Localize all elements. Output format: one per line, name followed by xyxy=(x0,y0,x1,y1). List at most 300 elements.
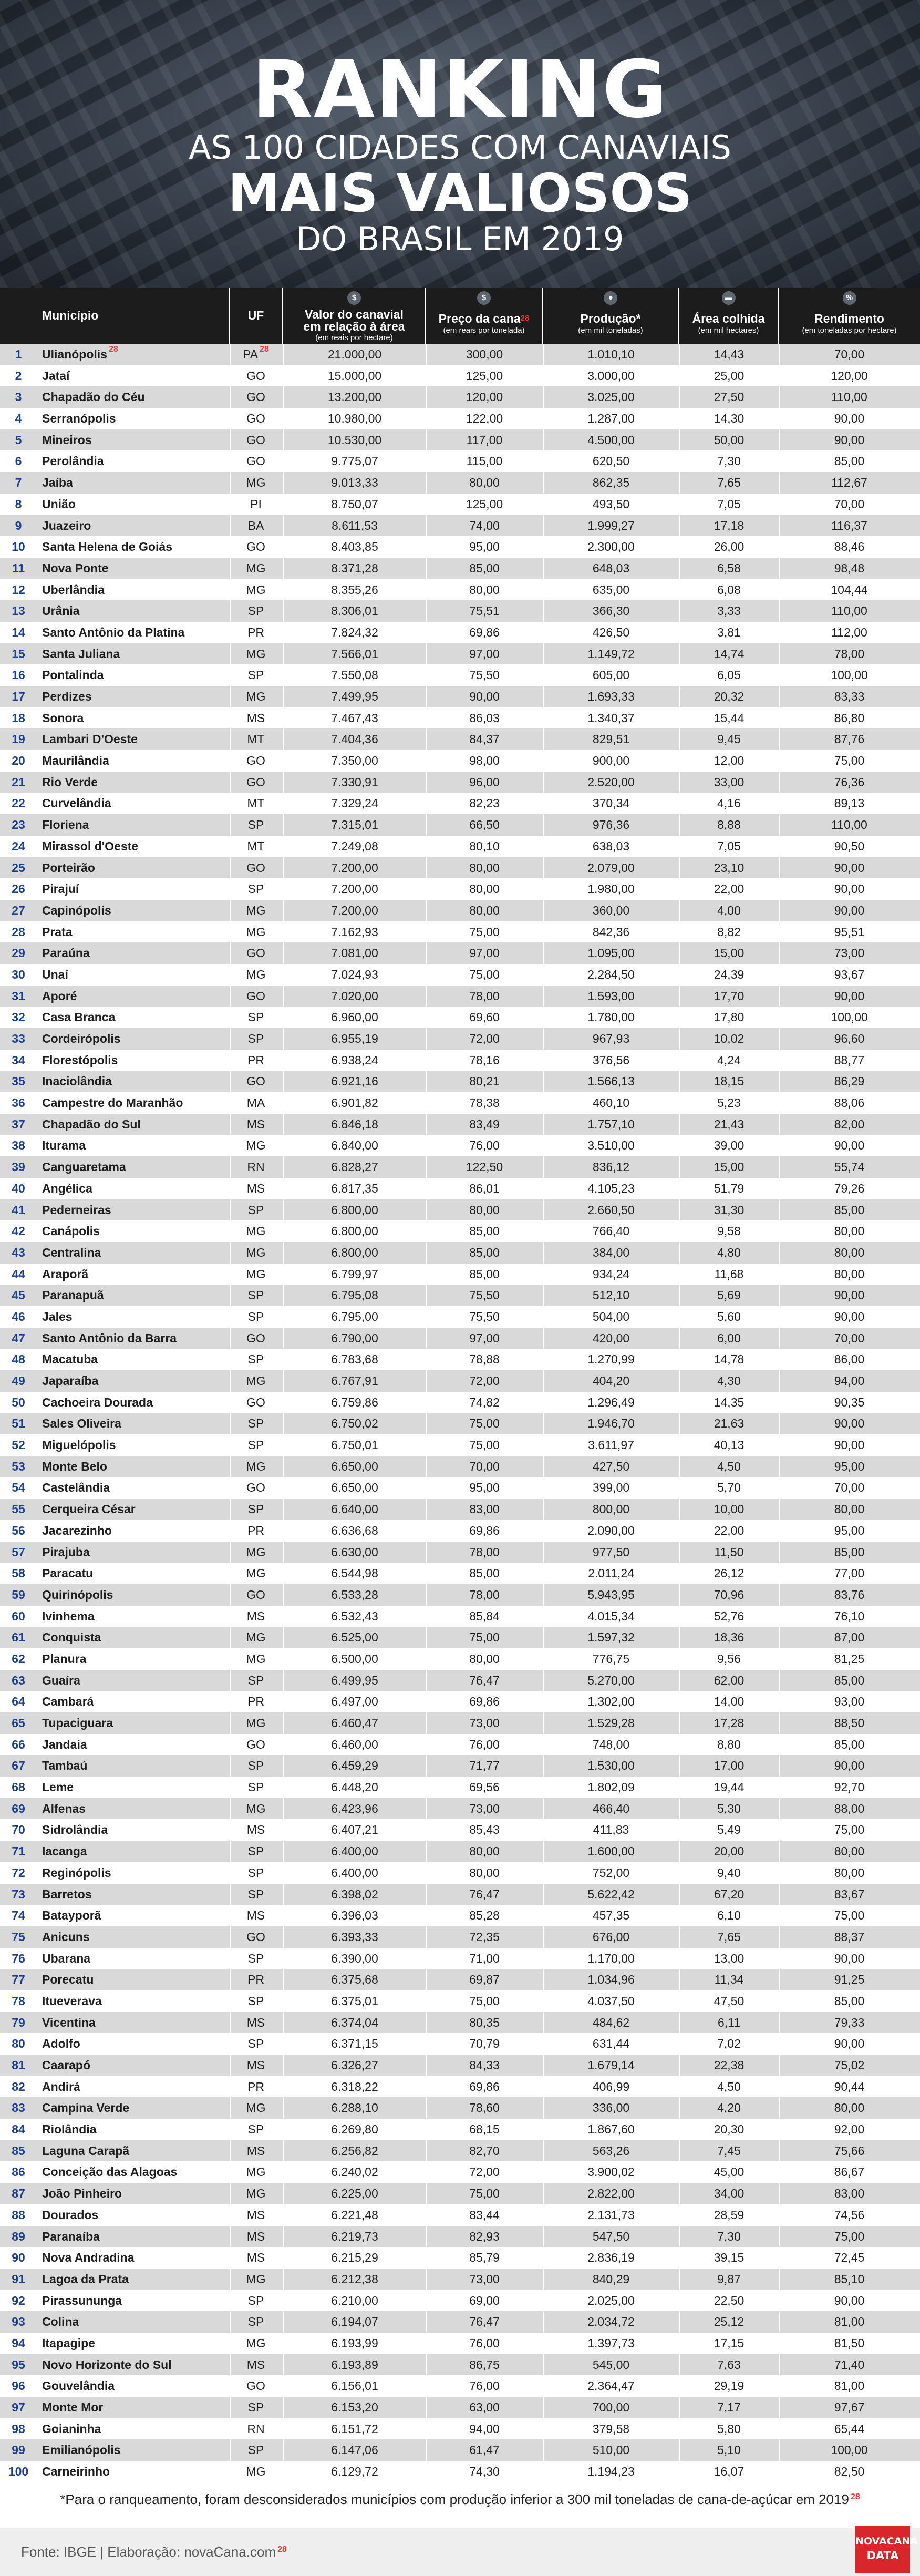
valor-cell-text: 7.404,36 xyxy=(331,732,378,746)
area-cell xyxy=(679,450,779,472)
rendimento-cell-text: 88,37 xyxy=(834,1930,865,1944)
column-divider xyxy=(679,344,680,2483)
valor-cell xyxy=(283,2311,426,2333)
rendimento-cell-text: 81,25 xyxy=(834,1651,865,1666)
uf-cell xyxy=(230,600,282,622)
preco-cell xyxy=(426,1841,543,1862)
preco-cell-text: 78,00 xyxy=(469,1545,500,1559)
producao-cell-text: 700,00 xyxy=(592,2400,630,2414)
uf-cell-text: MS xyxy=(246,2058,265,2072)
preco-cell-text: 72,00 xyxy=(469,1032,500,1045)
rank-cell xyxy=(0,814,37,836)
header-producao-unit: (em mil toneladas) xyxy=(578,326,643,335)
producao-cell-text: 2.284,50 xyxy=(587,967,635,981)
municipio-cell-text: Adolfo xyxy=(42,2037,80,2051)
valor-cell-text: 10.980,00 xyxy=(327,412,382,426)
municipio-cell xyxy=(42,772,226,793)
rendimento-cell-text: 80,00 xyxy=(834,1844,865,1859)
producao-cell xyxy=(543,1819,679,1841)
uf-cell xyxy=(230,2375,282,2397)
municipio-cell-text: Itueverava xyxy=(42,1994,102,2008)
valor-cell xyxy=(283,1028,426,1050)
preco-cell-text: 75,51 xyxy=(469,604,500,618)
uf-cell xyxy=(230,2055,282,2076)
uf-cell xyxy=(230,1499,282,1520)
area-cell xyxy=(679,1584,779,1606)
municipio-cell xyxy=(42,2354,226,2376)
preco-cell-text: 80,35 xyxy=(469,2015,500,2029)
producao-cell-text: 967,93 xyxy=(592,1032,630,1045)
uf-cell xyxy=(230,1264,282,1285)
preco-cell-text: 75,00 xyxy=(469,1630,500,1645)
municipio-cell xyxy=(42,2269,226,2290)
producao-cell-text: 1.566,13 xyxy=(587,1074,635,1089)
municipio-cell-text: Colina xyxy=(42,2315,79,2329)
table-row xyxy=(0,1264,920,1285)
table-row xyxy=(0,664,920,686)
producao-cell xyxy=(543,1499,679,1520)
municipio-cell-text: Iturama xyxy=(42,1138,86,1153)
rank-cell xyxy=(0,1520,37,1542)
preco-cell-text: 80,00 xyxy=(469,1865,500,1880)
rank-cell-text: 11 xyxy=(12,561,25,575)
area-cell xyxy=(679,900,779,921)
municipio-cell xyxy=(42,728,226,750)
municipio-cell-text: Reginópolis xyxy=(42,1865,111,1880)
uf-cell-text: MS xyxy=(246,1117,265,1131)
producao-cell xyxy=(543,2097,679,2119)
uf-cell-text: GO xyxy=(246,989,265,1003)
valor-cell-text: 6.371,15 xyxy=(331,2037,378,2051)
rank-cell xyxy=(0,1819,37,1841)
rendimento-cell xyxy=(779,1178,920,1199)
preco-cell xyxy=(426,1948,543,1969)
valor-cell-text: 6.640,00 xyxy=(331,1502,378,1516)
rank-cell xyxy=(0,1242,37,1264)
area-cell xyxy=(679,2439,779,2461)
municipio-cell xyxy=(42,1050,226,1071)
rendimento-cell xyxy=(779,1434,920,1456)
preco-cell-text: 76,47 xyxy=(469,2315,500,2329)
municipio-cell-text: Campina Verde xyxy=(42,2101,130,2115)
valor-cell-text: 6.800,00 xyxy=(331,1224,378,1238)
uf-cell xyxy=(230,579,282,601)
rank-cell xyxy=(0,986,37,1007)
preco-cell xyxy=(426,1178,543,1199)
valor-cell-text: 6.269,80 xyxy=(331,2122,378,2137)
producao-cell-text: 504,00 xyxy=(592,1309,630,1323)
municipio-cell-text: Chapadão do Sul xyxy=(42,1117,141,1131)
municipio-cell-text: Rio Verde xyxy=(42,775,98,789)
area-cell-text: 7,63 xyxy=(717,2357,741,2372)
preco-cell-text: 75,00 xyxy=(469,1417,500,1431)
producao-cell xyxy=(543,1028,679,1050)
uf-cell xyxy=(230,1884,282,1905)
rendimento-cell-text: 90,44 xyxy=(834,2079,865,2093)
rank-cell xyxy=(0,2397,37,2418)
producao-cell xyxy=(543,1755,679,1777)
municipio-cell xyxy=(42,2226,226,2247)
valor-cell xyxy=(283,793,426,814)
uf-cell-text: PR xyxy=(247,1523,264,1537)
rank-cell xyxy=(0,2076,37,2098)
producao-cell xyxy=(543,986,679,1007)
area-cell-text: 17,80 xyxy=(714,1010,745,1024)
rank-cell xyxy=(0,2439,37,2461)
rank-cell xyxy=(0,1434,37,1456)
preco-cell xyxy=(426,814,543,836)
area-cell-text: 7,05 xyxy=(717,497,741,511)
valor-cell xyxy=(283,1969,426,1990)
municipio-cell-text: Urânia xyxy=(42,604,80,618)
preco-cell-text: 74,30 xyxy=(469,2465,500,2479)
municipio-cell-text: Serranópolis xyxy=(42,412,116,426)
table-row xyxy=(0,622,920,643)
rendimento-cell xyxy=(779,1135,920,1156)
area-cell xyxy=(679,1242,779,1264)
municipio-cell xyxy=(42,1670,226,1691)
area-cell-text: 45,00 xyxy=(714,2165,745,2179)
rank-cell xyxy=(0,1884,37,1905)
area-cell xyxy=(679,494,779,515)
area-cell xyxy=(679,1862,779,1884)
municipio-cell-text: Prata xyxy=(42,925,73,939)
preco-cell xyxy=(426,429,543,451)
uf-cell xyxy=(230,900,282,921)
municipio-cell-text: Sidrolândia xyxy=(42,1823,108,1837)
area-cell-text: 16,07 xyxy=(714,2465,745,2479)
rank-cell-text: 30 xyxy=(12,967,25,981)
area-cell xyxy=(679,2461,779,2482)
rank-cell-text: 53 xyxy=(12,1459,25,1473)
rank-cell-text: 98 xyxy=(12,2421,25,2436)
preco-cell-text: 98,00 xyxy=(469,754,500,768)
uf-cell xyxy=(230,643,282,665)
valor-cell xyxy=(283,600,426,622)
area-cell xyxy=(679,814,779,836)
preco-cell xyxy=(426,2375,543,2397)
area-cell-text: 20,32 xyxy=(714,690,745,703)
rendimento-cell-text: 75,00 xyxy=(834,2229,865,2243)
producao-cell-text: 512,10 xyxy=(592,1288,630,1302)
producao-cell xyxy=(543,1777,679,1798)
uf-cell xyxy=(230,986,282,1007)
rank-cell-text: 34 xyxy=(12,1053,25,1067)
municipio-cell-text: Ulianópolis xyxy=(42,347,107,361)
preco-cell-text: 74,00 xyxy=(469,518,500,532)
producao-cell xyxy=(543,793,679,814)
valor-cell xyxy=(283,1456,426,1477)
uf-cell xyxy=(230,1050,282,1071)
valor-cell xyxy=(283,2161,426,2183)
producao-cell xyxy=(543,1542,679,1563)
rank-cell xyxy=(0,2012,37,2034)
preco-cell xyxy=(426,386,543,408)
municipio-cell-text: Cerqueira César xyxy=(42,1502,136,1516)
producao-cell-text: 635,00 xyxy=(592,582,630,597)
municipio-cell-text: Pederneiras xyxy=(42,1203,111,1217)
table-row xyxy=(0,2461,920,2482)
rendimento-cell-text: 89,13 xyxy=(834,796,865,810)
valor-cell xyxy=(283,2183,426,2204)
area-cell xyxy=(679,1969,779,1990)
producao-cell-text: 2.034,72 xyxy=(587,2315,635,2329)
valor-cell-text: 6.400,00 xyxy=(331,1865,378,1880)
producao-cell-text: 2.836,19 xyxy=(587,2251,635,2265)
producao-cell-text: 1.597,32 xyxy=(587,1630,635,1645)
area-cell-text: 22,00 xyxy=(714,882,745,896)
rendimento-cell-text: 120,00 xyxy=(831,368,868,383)
valor-cell-text: 6.210,00 xyxy=(331,2293,378,2307)
rank-cell xyxy=(0,1606,37,1627)
uf-cell xyxy=(230,921,282,943)
preco-cell-text: 73,00 xyxy=(469,2272,500,2286)
area-cell xyxy=(679,2311,779,2333)
municipio-cell-text: Araporã xyxy=(42,1267,89,1281)
rank-cell xyxy=(0,1349,37,1370)
preco-cell xyxy=(426,365,543,387)
area-cell-text: 22,00 xyxy=(714,1523,745,1537)
valor-cell-text: 6.240,02 xyxy=(331,2165,378,2179)
uf-cell xyxy=(230,2247,282,2269)
rendimento-cell xyxy=(779,1499,920,1520)
rendimento-cell-text: 90,00 xyxy=(834,2037,865,2051)
rendimento-cell xyxy=(779,2269,920,2290)
area-cell xyxy=(679,1306,779,1328)
municipio-cell xyxy=(42,2375,226,2397)
producao-cell-text: 427,50 xyxy=(592,1459,630,1473)
area-cell xyxy=(679,2247,779,2269)
valor-cell-text: 7.315,01 xyxy=(331,818,378,832)
rank-cell xyxy=(0,1092,37,1114)
area-cell xyxy=(679,1777,779,1798)
producao-cell xyxy=(543,2354,679,2376)
area-cell xyxy=(679,750,779,772)
municipio-cell xyxy=(42,1242,226,1264)
producao-cell-text: 1.302,00 xyxy=(587,1695,635,1709)
area-cell-text: 67,20 xyxy=(714,1887,745,1901)
preco-cell-text: 74,82 xyxy=(469,1395,500,1409)
area-cell-text: 4,80 xyxy=(717,1245,741,1259)
preco-cell xyxy=(426,1969,543,1990)
valor-cell-text: 6.799,97 xyxy=(331,1267,378,1281)
rendimento-cell-text: 55,74 xyxy=(834,1160,865,1174)
preco-cell-text: 76,00 xyxy=(469,1138,500,1153)
preco-cell xyxy=(426,2055,543,2076)
municipio-cell xyxy=(42,2033,226,2055)
rank-cell-text: 23 xyxy=(12,818,25,832)
municipio-cell-text: Paraúna xyxy=(42,946,90,960)
uf-cell xyxy=(230,707,282,729)
uf-cell-text: PR xyxy=(247,625,264,639)
rendimento-cell-text: 100,00 xyxy=(831,668,868,682)
preco-cell xyxy=(426,1648,543,1670)
valor-cell xyxy=(283,986,426,1007)
logo-line-2: DATA xyxy=(866,2549,899,2562)
producao-cell-text: 1.149,72 xyxy=(587,646,635,661)
preco-cell xyxy=(426,1627,543,1648)
area-cell-text: 31,30 xyxy=(714,1203,745,1217)
municipio-cell xyxy=(42,2439,226,2461)
uf-cell xyxy=(230,2269,282,2290)
uf-cell xyxy=(230,1777,282,1798)
valor-cell-text: 6.219,73 xyxy=(331,2229,378,2243)
area-cell-text: 34,00 xyxy=(714,2187,745,2201)
rank-cell-text: 31 xyxy=(12,989,25,1003)
area-cell-text: 14,43 xyxy=(714,347,745,361)
rank-cell xyxy=(0,728,37,750)
uf-cell-text: GO xyxy=(246,540,265,554)
table-row xyxy=(0,536,920,558)
area-cell-text: 15,00 xyxy=(714,946,745,960)
producao-cell xyxy=(543,1691,679,1712)
producao-cell xyxy=(543,1285,679,1306)
uf-cell xyxy=(230,750,282,772)
preco-cell-text: 80,00 xyxy=(469,860,500,875)
rank-cell-text: 86 xyxy=(12,2165,25,2179)
rank-cell xyxy=(0,1798,37,1820)
rank-cell xyxy=(0,429,37,451)
rendimento-cell-text: 100,00 xyxy=(831,2443,868,2457)
rendimento-cell-text: 90,00 xyxy=(834,1951,865,1965)
table-row xyxy=(0,1370,920,1392)
rendimento-cell xyxy=(779,1520,920,1542)
area-cell-text: 14,78 xyxy=(714,1352,745,1367)
preco-cell-text: 85,28 xyxy=(469,1908,500,1923)
producao-cell-text: 4.105,23 xyxy=(587,1181,635,1195)
valor-cell xyxy=(283,2333,426,2354)
producao-cell xyxy=(543,1071,679,1092)
area-cell xyxy=(679,1627,779,1648)
valor-cell-text: 6.318,22 xyxy=(331,2079,378,2093)
valor-cell xyxy=(283,1050,426,1071)
area-cell xyxy=(679,515,779,537)
valor-cell-text: 7.024,93 xyxy=(331,967,378,981)
uf-cell-text: SP xyxy=(247,818,264,832)
preco-cell xyxy=(426,1798,543,1820)
uf-cell xyxy=(230,1905,282,1926)
area-cell xyxy=(679,986,779,1007)
table-row xyxy=(0,900,920,921)
valor-cell xyxy=(283,1862,426,1884)
producao-cell xyxy=(543,429,679,451)
area-cell xyxy=(679,1007,779,1028)
rendimento-cell-text: 91,25 xyxy=(834,1973,865,1987)
area-cell xyxy=(679,579,779,601)
area-cell-text: 29,19 xyxy=(714,2379,745,2393)
area-cell xyxy=(679,707,779,729)
valor-cell-text: 8.611,53 xyxy=(332,518,378,532)
header-area xyxy=(679,288,779,344)
municipio-cell xyxy=(42,450,226,472)
rendimento-cell-text: 110,00 xyxy=(831,818,867,832)
rank-cell-text: 41 xyxy=(12,1203,25,1217)
preco-cell xyxy=(426,2418,543,2440)
rendimento-cell xyxy=(779,1777,920,1798)
producao-cell xyxy=(543,2204,679,2226)
rendimento-cell xyxy=(779,836,920,857)
rendimento-cell xyxy=(779,1584,920,1606)
area-cell-text: 27,50 xyxy=(714,390,745,404)
municipio-cell-text: Mineiros xyxy=(42,433,92,447)
uf-cell-text: MG xyxy=(246,2272,266,2286)
rank-cell xyxy=(0,1264,37,1285)
rendimento-cell-text: 70,00 xyxy=(834,347,865,361)
table-row xyxy=(0,1114,920,1135)
table-row xyxy=(0,1884,920,1905)
preco-cell-text: 63,00 xyxy=(469,2400,500,2414)
valor-cell-text: 6.828,27 xyxy=(331,1160,378,1174)
rendimento-cell xyxy=(779,2204,920,2226)
uf-cell-text: GO xyxy=(246,390,265,404)
area-cell-text: 26,12 xyxy=(714,1566,745,1581)
uf-cell xyxy=(230,472,282,494)
preco-cell xyxy=(426,1990,543,2012)
valor-cell xyxy=(283,1520,426,1542)
uf-cell-text: SP xyxy=(247,1780,264,1794)
valor-cell xyxy=(283,2204,426,2226)
producao-cell-text: 631,44 xyxy=(592,2037,630,2051)
valor-cell-text: 6.212,38 xyxy=(331,2272,378,2286)
producao-cell xyxy=(543,921,679,943)
rank-cell xyxy=(0,2311,37,2333)
municipio-cell xyxy=(42,1798,226,1820)
rank-cell xyxy=(0,1563,37,1584)
rendimento-cell-text: 78,00 xyxy=(834,646,865,661)
producao-cell xyxy=(543,1156,679,1178)
producao-cell-text: 547,50 xyxy=(592,2229,630,2243)
valor-cell-text: 6.375,01 xyxy=(331,1994,378,2008)
municipio-cell-text: Nova Ponte xyxy=(42,561,109,575)
rank-cell xyxy=(0,1285,37,1306)
uf-cell xyxy=(230,365,282,387)
uf-cell xyxy=(230,536,282,558)
municipio-cell xyxy=(42,1135,226,1156)
valor-cell-text: 6.375,68 xyxy=(331,1973,378,1987)
valor-cell-text: 6.193,99 xyxy=(331,2336,378,2350)
table-row xyxy=(0,2354,920,2376)
valor-cell-text: 6.288,10 xyxy=(331,2101,378,2115)
municipio-cell-text: Monte Belo xyxy=(42,1459,107,1473)
area-cell xyxy=(679,1948,779,1969)
table-row xyxy=(0,921,920,943)
uf-cell-text: MS xyxy=(246,2143,265,2158)
rendimento-cell xyxy=(779,2119,920,2140)
rendimento-cell xyxy=(779,2397,920,2418)
uf-cell xyxy=(230,2033,282,2055)
area-cell-text: 4,16 xyxy=(717,796,741,810)
uf-cell xyxy=(230,2204,282,2226)
preco-cell xyxy=(426,450,543,472)
municipio-cell xyxy=(42,1627,226,1648)
header-valor-unit: (em reais por hectare) xyxy=(315,333,393,342)
uf-cell xyxy=(230,1156,282,1178)
area-cell-text: 14,30 xyxy=(714,412,745,426)
area-cell-text: 25,00 xyxy=(714,368,745,383)
valor-cell xyxy=(283,2439,426,2461)
valor-cell xyxy=(283,814,426,836)
municipio-cell xyxy=(42,1884,226,1905)
rendimento-cell xyxy=(779,1734,920,1756)
area-cell xyxy=(679,1841,779,1862)
producao-cell-text: 829,51 xyxy=(592,732,630,746)
municipio-cell xyxy=(42,2055,226,2076)
area-cell-text: 20,00 xyxy=(714,1844,745,1859)
preco-cell xyxy=(426,1456,543,1477)
preco-cell xyxy=(426,2397,543,2418)
producao-cell xyxy=(543,857,679,879)
producao-cell-text: 2.090,00 xyxy=(587,1523,635,1537)
